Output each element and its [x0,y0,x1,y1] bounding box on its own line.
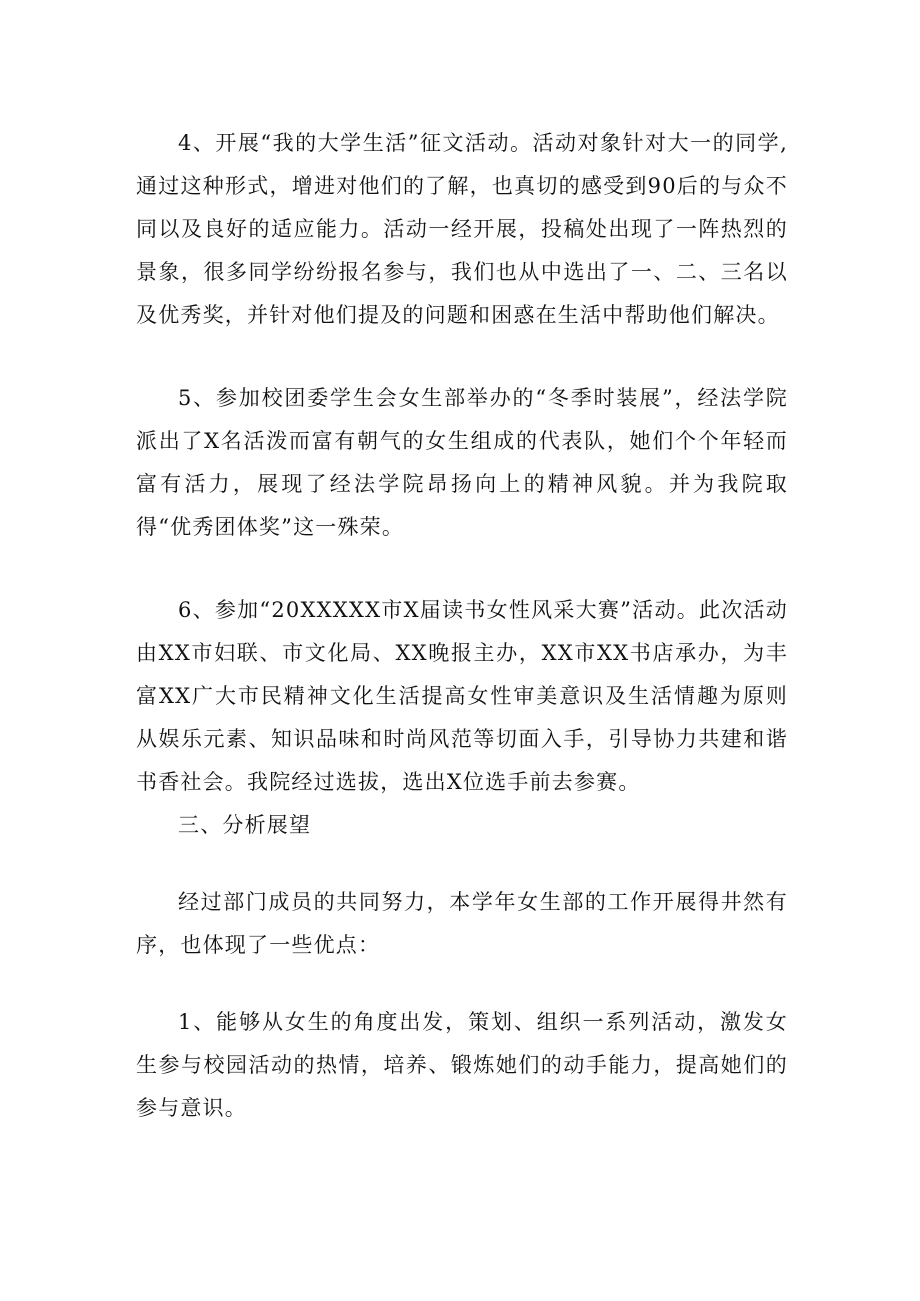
point-paragraph: 1、能够从女生的角度出发，策划、组织一系列活动，激发女生参与校园活动的热情，培养、锻炼她们的动手能力，提高她们的参与意识。 [136,1010,788,1120]
document-page [136,122,788,1130]
paragraph-reading-contest: 6、参加“20XXXXX市X届读书女性风采大赛”活动。此次活动由XX市妇联、市文化局、XX晚报主办，XX市XX书店承办，为丰富XX广大市民精神文化生活提高女性审美意识及生活情趣为原则从娱乐元素、知识品味和时尚风范等切面入手，引导协力共建和谐书香社会。我院经过选拔，选出X位选手前去参赛。 [136,598,788,794]
section-heading: 三、分析展望 [178,813,312,837]
paragraph-fashion-show: 5、参加校团委学生会女生部举办的“冬季时装展”，经法学院派出了X名活泼而富有朝气的女生组成的代表队，她们个个年轻而富有活力，展现了经法学院昂扬向上的精神风貌。并为我院取得“优秀团体奖”这一殊荣。 [136,386,788,539]
paragraph-essay-activity: 4、开展“我的大学生活”征文活动。活动对象针对大一的同学,通过这种形式，增进对他们的了解，也真切的感受到90后的与众不同以及良好的适应能力。活动一经开展，投稿处出现了一阵热烈的景象，很多同学纷纷报名参与，我们也从中选出了一、二、三名以及优秀奖，并针对他们提及的问题和困惑在生活中帮助他们解决。 [136,131,788,327]
summary-paragraph: 经过部门成员的共同努力，本学年女生部的工作开展得井然有序，也体现了一些优点： [136,890,788,957]
